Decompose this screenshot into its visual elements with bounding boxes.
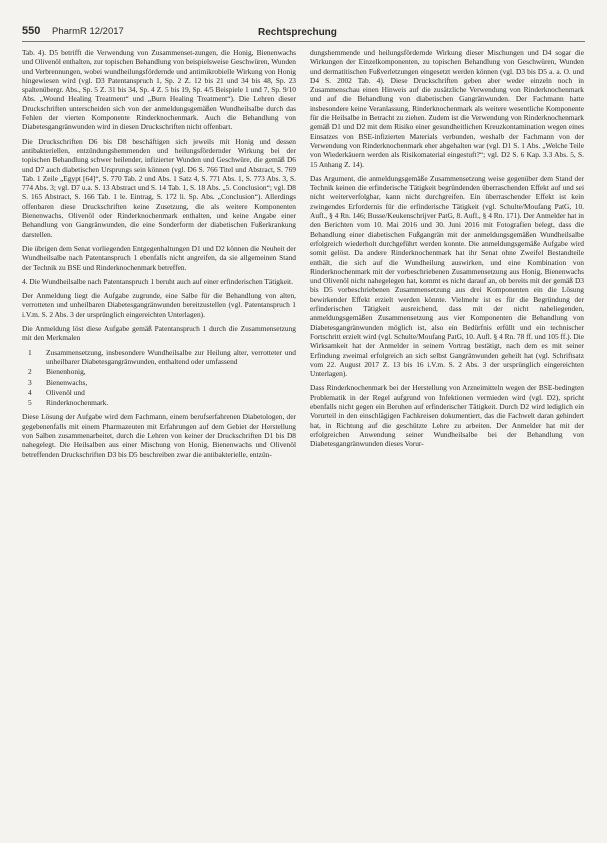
claim-features-list xyxy=(22,348,296,408)
list-item xyxy=(22,378,296,387)
list-item xyxy=(22,367,296,376)
list-marker: 1 xyxy=(28,347,32,357)
list-text: Olivenöl und xyxy=(46,387,85,397)
list-text: Zusammensetzung, insbesondere Wundheilsalbe zur Heilung alter, verrotteter und unheilbarer Diabetesgangränwunden, enthaltend oder umfassend xyxy=(46,347,296,366)
list-marker: 4 xyxy=(28,387,32,397)
paragraph: Tab. 4). D5 betrifft die Verwendung von Zusammenset-zungen, die Honig, Bienenwachs und Olivenöl enthalten, zur topischen Behandlung von beispielsweise Geschwüren, Wunden und Verbrennungen, wobei wundheilungsfördernde und antimikrobielle Wirkung von Honig hingewiesen wird (vgl. D3 Patentanspruch 1, Sp. 2 Z. 12 bis 21 und 34 bis 48, Sp. 23 spaltenübergr. Abs., Sp. 5 Z. 31 bis 34, Sp. 4 Z. 5 bis 19, Sp. 4/5 Beispiele 1 und 7, Sp. 9/10 Abs. „Wound Healing Treatment“ und „Burn Healing Treatment“). Die Lehren dieser Druckschriften unterscheiden sich von der anmeldungsgemäßen Wundheilsalbe durch das Fehlen der vierten Komponente Rinderknochenmark. Auch die Behandlung von Diabetesgangränwunden wird in diesen Druckschriften nicht offenbart. xyxy=(22,48,296,132)
paragraph: Die Anmeldung löst diese Aufgabe gemäß Patentanspruch 1 durch die Zusammensetzung mit den Merkmalen xyxy=(22,324,296,343)
right-column xyxy=(310,48,584,833)
list-marker: 5 xyxy=(28,398,32,408)
body-columns xyxy=(22,48,585,833)
list-item xyxy=(22,398,296,407)
header-rule xyxy=(22,41,585,42)
paragraph: Dass Rinderknochenmark bei der Herstellung von Arzneimitteln wegen der BSE-bedingten Problematik in der Regel aufgrund von Infektionen vermieden wird (vgl. D2), spricht ebenfalls nicht gegen ein Beruhen auf erfinderischer Tätigkeit. Durch D2 wird lediglich ein Vorurteil in den einschlägigen Fachkreisen dokumentiert, das die Fachwelt daran gehindert hat, in Richtung auf die geschützte Lehre zu arbeiten. Der Anmelder hat mit der erfolgreichen Anwendung seiner Wundheilsalbe bei der Behandlung von Diabetesgangränwunden dieses Vorur- xyxy=(310,383,584,449)
paragraph: Die Druckschriften D6 bis D8 beschäftigen sich jeweils mit Honig und dessen antibakteriellen, entzündungshemmenden und heilungsfördernder Wirkung bei der topischen Behandlung schwer heilender, infizierter Wunden und Geschwüre, die gemäß D6 und D7 auch diabetischen Ursprungs sein können (vgl. D6 S. 766 Titel und Abstract, S. 769 Tab. 1 Zeile „Egypt [64]“, S. 770 Tab. 2 und Abs. 1 Satz 4, S. 771 Abs. 1, S. 773 Abs. 3, S. 774 Abs. 3; vgl. D7 u.a. S. 13 Abstract und S. 14 Tab. 1, S. 18 Abs. „5. Conclusion“; vgl. D8 S. 165 Abstract, S. 166 Tab. 1 le. Eintrag, S. 172 li. Sp. Abs. „Conclusion“). Allerdings offenbaren diese Druckschriften keine Zusetzung, die als weitere Komponenten Bienenwachs, Olivenöl oder Rinderknochenmark enthalten, und keine Angabe einer Behandlung von Gangränwunden, die eine Sonderform der diabetischen Fußerkrankung darstellen. xyxy=(22,136,296,239)
list-text: Bienenwachs, xyxy=(46,377,88,387)
page-number: 550 xyxy=(22,25,41,37)
paragraph: Diese Lösung der Aufgabe wird dem Fachmann, einem berufserfahrenen Diabetologen, der gegebenenfalls mit einem Pharmazeuten mit Erfahrungen auf dem Gebiet der Herstellung von Salben zusammenarbeitet, durch die Lehren von keiner der Druckschriften D1 bis D8 nahegelegt. Die Heilsalben aus einer Mischung von Honig, Bienenwachs und Olivenöl betreffenden Druckschriften D3 bis D5 beschreiben zwar die antibakterielle, entzün- xyxy=(22,412,296,459)
page-header xyxy=(22,22,585,44)
list-text: Bienenhonig, xyxy=(46,367,86,377)
journal-name: PharmR 12/2017 xyxy=(52,26,124,37)
paragraph: Der Anmeldung liegt die Aufgabe zugrunde, eine Salbe für die Behandlung von alten, verrotteten und unheilbaren Diabetesgangränwunden bereitzustellen (vgl. Patentanspruch 1 i.V.m. S. 2 Abs. 3 der ursprünglich eingereichten Unterlagen). xyxy=(22,291,296,319)
list-item xyxy=(22,348,296,367)
paragraph: Die übrigen dem Senat vorliegenden Entgegenhaltungen D1 und D2 können die Neuheit der Wundheilsalbe nach Patentanspruch 1 ebenfalls nicht angreifen, da sie allgemeinen Stand der Technik zu BSE und Rinderknochenmark betreffen. xyxy=(22,243,296,272)
paragraph: Das Argument, die anmeldungsgemäße Zusammensetzung weise gegenüber dem Stand der Technik keinen die erfinderische Tätigkeit begründenden überraschenden Effekt auf und sei nicht weiterverfolgbar, kann nicht durchgreifen. Ein überraschender Effekt ist kein zwingendes Erfordernis für die erfinderische Tätigkeit (vgl. Schulte/Moufang PatG, 10. Aufl., § 4 Rn. 146; Busse/Keukenschrijver PatG, 8. Aufl., § 4 Rn. 171). Der Anmelder hat in den Berichten vom 10. Mai 2016 und 30. Juni 2016 mit Fotografien belegt, dass die Behandlung einer diabetischen Fußgangrän mit der anmeldungsgemäßen Wundheilsalbe erfolgreich wiederholt durchgeführt werden konnte. Die anmeldungsgemäße Aufgabe wird somit gelöst. Da andere Rinderknochenmark hat ihr Senat ohne Zweifel Bestandteile enthält, die sich auf die Wundheilung auswirken, und eine Kombination von Rinderknochenmark mit der vorbeschriebenen Zusammensetzung aus Honig, Bienenwachs und Olivenöl nicht nahegelegen hat, kommt es nicht darauf an, ob bereits mit der gemäß D3 bis D5 vorbeschriebenen Zusammensetzung aus drei Komponenten ein die Lösung bewirkender Effekt erzielt werden könnte. Vielmehr ist es für die Begründung der erfinderischen Tätigkeit ausreichend, dass mit der nicht naheliegenden, anmeldungsgemäßen Zusammensetzung aus vier Komponenten die Behandlung von Diabetesgangränwunden möglich ist, also ein Bedürfnis erfüllt und ein technischer Fortschritt erzielt wird (vgl. Schulte/Moufang PatG, 10. Aufl. § 4 Rn. 78 ff. und 105 ff.). Die Wirksamkeit hat der Anmelder in seinem Vortrag bestätigt, nach dem es mit seiner Erfindung zweimal erfolgreich an sich selbst Gangränwunden geheilt hat (vgl. Schriftsatz vom 22. August 2017 Z. 13 bis 16 i.V.m. S. 2 Abs. 3 der ursprünglich eingereichten Unterlagen). xyxy=(310,173,584,379)
paragraph: 4. Die Wundheilsalbe nach Patentanspruch 1 beruht auch auf einer erfinderischen Tätigkeit. xyxy=(22,276,293,286)
list-marker: 2 xyxy=(28,367,32,377)
left-column xyxy=(22,48,296,833)
list-item xyxy=(22,388,296,397)
paragraph: dungshemmende und heilungsfördernde Wirkung dieser Mischungen und D4 sogar die Wirkungen der Einzelkomponenten, zu topischen Behandlung von Geschwüren, Wunden und dermatitischen Fußverletzungen eingesetzt werden können (vgl. D3 bis D5 a. a. O. und D4 S. 2002 Tab. 4). Diese Druckschriften geben aber weder einzeln noch in Zusammenschau einen Hinweis auf die zusätzliche Verwendung von Rinderknochenmark und auf die Behandlung von diabetischen Gangränwunden. Der Fachmann hatte insbesondere keine Veranlassung, Rinderknochenmark als weitere wesentliche Komponente für die Heilsalbe in Betracht zu ziehen. Zudem ist die Verwendung von Rinderknochenmark gemäß D1 und D2 mit dem Risiko einer gesundheitlichen Kreuzkontamination wegen eines Einsatzes von BSE-infizierten Materials verbunden, weshalb der Fachmann von der Verwendung von Rinderknochenmark eher abgehalten war (vgl. D1 S. 1 Abs. „Welche Teile von Wiederkäuern werden als Risikomaterial eingestuft?“; vgl. D2 S. 6 Kap. 3.3 Abs. 5, S. 15 Anhang Z. 14). xyxy=(310,48,584,169)
list-marker: 3 xyxy=(28,377,32,387)
list-text: Rinderknochenmark. xyxy=(46,398,109,408)
section-title: Rechtsprechung xyxy=(258,27,337,38)
